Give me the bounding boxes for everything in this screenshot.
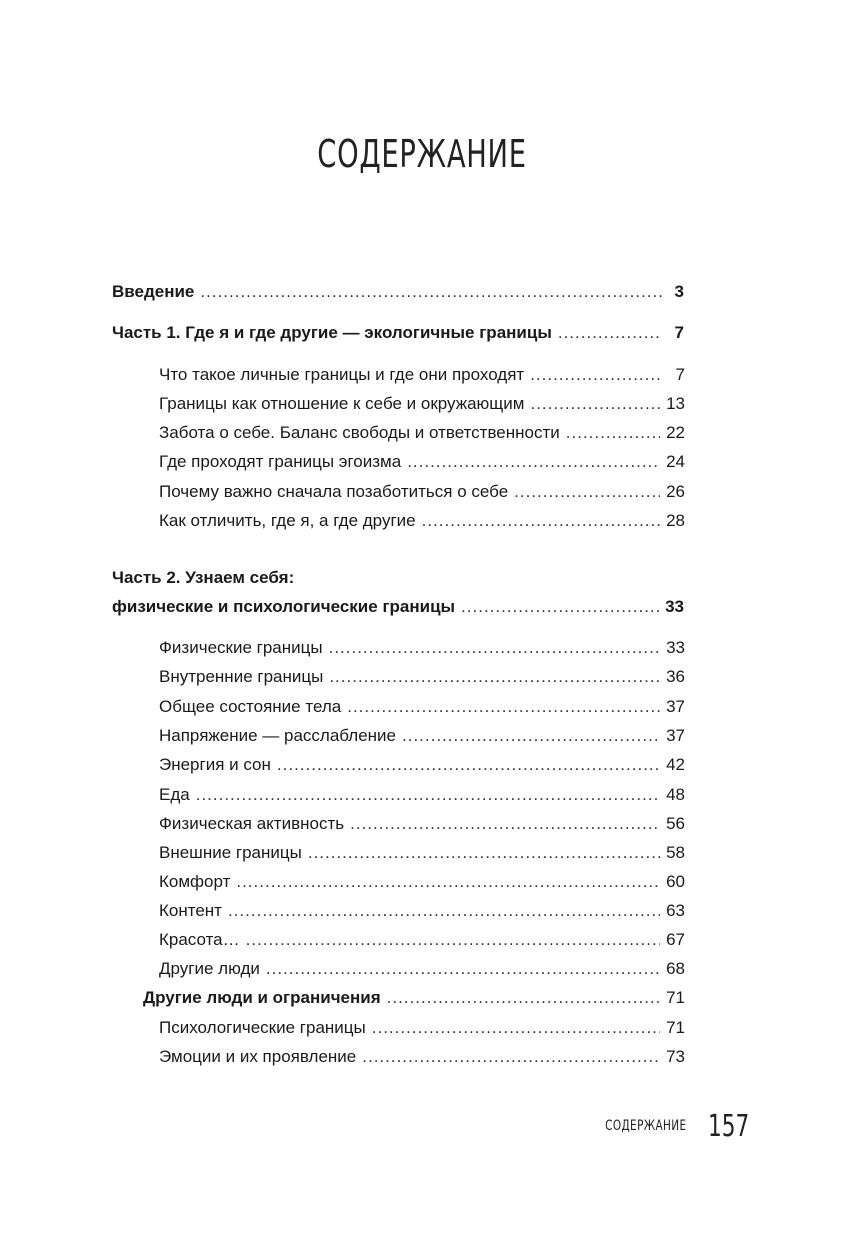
toc-entry-page: 73 [666,1047,685,1066]
toc-leader-dots [372,1017,660,1039]
toc-leader-dots [407,451,660,473]
toc-entry [159,510,685,532]
toc-entry [159,784,685,806]
toc-leader-dots [402,725,660,747]
page-number: 157 [707,1109,749,1144]
toc-entry [159,900,685,922]
toc-entry-label: Комфорт [159,872,231,891]
toc-entry [159,481,685,503]
toc-entry-page: 33 [666,638,685,657]
toc-entry-label: Забота о себе. Баланс свободы и ответственности [159,423,560,442]
toc-entry-page: 22 [666,423,685,442]
toc-entry-label: Еда [159,785,190,804]
toc-leader-dots [387,987,660,1009]
toc-entry-page: 37 [666,697,685,716]
toc-leader-dots [362,1046,660,1068]
toc-entry-label: Границы как отношение к себе и окружающим [159,394,525,413]
toc-entry-page: 63 [666,901,685,920]
toc-entry [159,393,685,415]
toc-entry-part1 [112,322,684,344]
toc-entry-label: Где проходят границы эгоизма [159,452,402,471]
toc-entry-part2-heading [112,567,294,589]
toc-entry-label: Другие люди и ограничения [143,988,381,1007]
toc-entry-page: 28 [666,511,685,530]
toc-leader-dots [350,813,660,835]
toc-entry [159,1046,685,1068]
toc-leader-dots [329,637,660,659]
toc-entry [159,958,685,980]
toc-entry-label: Другие люди [159,959,260,978]
toc-leader-dots [308,842,660,864]
toc-leader-dots [266,958,660,980]
toc-entry-label: Напряжение — расслабление [159,726,396,745]
toc-leader-dots [514,481,660,503]
toc-entry-page: 68 [666,959,685,978]
toc-entry-page: 3 [674,282,684,301]
toc-leader-dots [530,393,660,415]
toc-entry-page: 60 [666,872,685,891]
toc-entry [159,666,685,688]
toc-leader-dots [246,929,660,951]
toc-leader-dots [422,510,660,532]
toc-entry-part2 [112,596,684,618]
toc-entry [159,842,685,864]
toc-entry-label: Почему важно сначала позаботиться о себе [159,482,509,501]
page-title: СОДЕРЖАНИЕ [317,132,527,176]
running-head: СОДЕРЖАНИЕ [605,1118,687,1134]
toc-entry-label: Внутренние границы [159,667,324,686]
toc-entry-label: Общее состояние тела [159,697,342,716]
toc-entry-label: Внешние границы [159,843,302,862]
toc-entry [159,929,685,951]
toc-entry-page: 36 [666,667,685,686]
toc-entry-page: 71 [666,988,685,1007]
toc-entry-label: Психологические границы [159,1018,366,1037]
toc-entry-page: 26 [666,482,685,501]
toc-entry-label: Контент [159,901,222,920]
toc-entry [159,696,685,718]
toc-entry-page: 7 [675,365,685,384]
toc-leader-dots [196,784,660,806]
toc-entry-label: Физическая активность [159,814,345,833]
toc-entry-label: Введение [112,282,195,301]
toc-entry-page: 56 [666,814,685,833]
toc-entry-page: 42 [666,755,685,774]
toc-leader-dots [461,596,659,618]
toc-leader-dots [566,422,660,444]
toc-entry-label: Как отличить, где я, а где другие [159,511,416,530]
toc-leader-dots [228,900,660,922]
toc-leader-dots [530,364,663,386]
toc-entry-label: Энергия и сон [159,755,271,774]
toc-entry-bold [143,987,685,1009]
toc-entry [159,422,685,444]
toc-entry-label: Красота… [159,930,240,949]
toc-entry-label: Часть 2. Узнаем себя: [112,568,295,587]
toc-entry-label: Эмоции и их проявление [159,1047,357,1066]
toc-entry-page: 37 [666,726,685,745]
toc-entry [159,637,685,659]
toc-entry-page: 24 [666,452,685,471]
toc-leader-dots [329,666,660,688]
toc-entry [159,754,685,776]
toc-leader-dots [236,871,660,893]
toc-entry-page: 67 [666,930,685,949]
toc-entry-intro [112,281,684,303]
toc-entry-page: 7 [674,323,684,342]
toc-entry [159,1017,685,1039]
toc-entry-label: Часть 1. Где я и где другие — экологичные границы [112,323,552,342]
toc-entry-label: Физические границы [159,638,323,657]
toc-entry [159,813,685,835]
toc-entry-page: 33 [665,597,684,616]
toc-leader-dots [277,754,660,776]
toc-leader-dots [558,322,662,344]
toc-entry-label: Что такое личные границы и где они проходят [159,365,525,384]
toc-entry-page: 71 [666,1018,685,1037]
toc-entry-label: физические и психологические границы [112,597,456,616]
toc-leader-dots [200,281,662,303]
toc-entry [159,871,685,893]
toc-entry-page: 13 [666,394,685,413]
toc-entry [159,451,685,473]
toc-leader-dots [347,696,660,718]
toc-entry [159,364,685,386]
toc-entry [159,725,685,747]
toc-entry-page: 58 [666,843,685,862]
toc-entry-page: 48 [666,785,685,804]
